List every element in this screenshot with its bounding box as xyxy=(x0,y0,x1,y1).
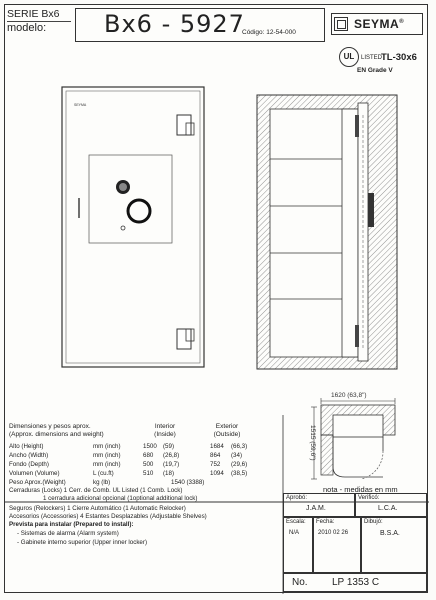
width-dimension-label: 1620 (63,8") xyxy=(331,392,367,399)
scale-box: Escala: N/A xyxy=(283,517,313,573)
ul-logo-icon: UL xyxy=(339,47,359,67)
tl-rating: TL-30x6 xyxy=(381,52,417,63)
list-item: - Gabinete interno superior (Upper inner locker) xyxy=(17,539,147,546)
approved-box: Aprobó: J.A.M. xyxy=(283,493,355,517)
handle-wheel-icon xyxy=(128,200,150,222)
front-badge: SEYMA xyxy=(74,103,87,107)
section-view-drawing xyxy=(257,95,397,369)
brand-name: SEYMA xyxy=(354,17,400,31)
dimensions-title: Dimensiones y pesos aprox. xyxy=(9,423,91,430)
model-label: modelo: xyxy=(7,22,47,34)
interior-header: Interior xyxy=(154,423,176,430)
date-box: Fecha: 2010 02 26 xyxy=(313,517,361,573)
drawn-box: Dibujó: B.S.A. xyxy=(361,517,427,573)
table-row: Ancho (Width) mm (inch) 680 (26,8) 864 (34) xyxy=(9,452,243,459)
plan-view-drawing xyxy=(309,392,395,479)
depth-dimension-label: 1515 (59,6") xyxy=(309,425,316,461)
spec-sheet xyxy=(4,4,428,593)
exterior-header: Exterior xyxy=(215,423,239,430)
en-grade: EN Grade V xyxy=(357,67,393,74)
table-row: Fondo (Depth) mm (inch) 500 (19,7) 752 (29,6) xyxy=(9,461,248,468)
table-row: Alto (Height) mm (inch) 1500 (59) 1684 (66,3) xyxy=(9,443,248,450)
interior-header-en: (Inside) xyxy=(154,431,176,438)
series-label: SERIE Bx6 xyxy=(7,8,71,22)
locks-spec: Cerraduras (Locks) 1 Cerr. de Comb. UL Listed (1 Comb. Lock) xyxy=(9,487,183,494)
locks-extra-spec: 1 cerradura adicional opcional (1optional additional lock) xyxy=(43,495,198,502)
exterior-header-en: (Outside) xyxy=(213,431,241,438)
product-code: Código: 12-54-000 xyxy=(242,29,296,36)
front-view-drawing xyxy=(62,87,204,367)
weight-row: Peso Aprox.(Weight) kg (lb) 1540 (3388) xyxy=(9,479,205,486)
model-number: Bx6 - 5927 xyxy=(104,10,245,38)
list-item: - Sistemas de alarma (Alarm system) xyxy=(17,530,119,537)
prepared-title: Prevista para instalar (Prepared to install): xyxy=(9,521,134,528)
accessories-spec: Accesorios (Accessories) 4 Estantes Desplazables (Adjustable Shelves) xyxy=(9,513,207,520)
table-row: Volumen (Volume) L (cu.ft) 510 (18) 1094 (38,5) xyxy=(9,470,248,477)
relockers-spec: Seguros (Relockers) 1 Cierre Automático (1 Automatic Relocker) xyxy=(9,505,186,512)
listed-label: LISTED xyxy=(361,55,383,61)
drawing-number: No. LP 1353 C xyxy=(283,573,427,592)
registered-mark: ® xyxy=(399,19,405,25)
measurement-note: nota - medidas en mm xyxy=(323,485,398,494)
dimensions-subtitle: (Approx. dimensions and weight) xyxy=(9,431,104,438)
verified-box: Verificó: L.C.A. xyxy=(355,493,427,517)
